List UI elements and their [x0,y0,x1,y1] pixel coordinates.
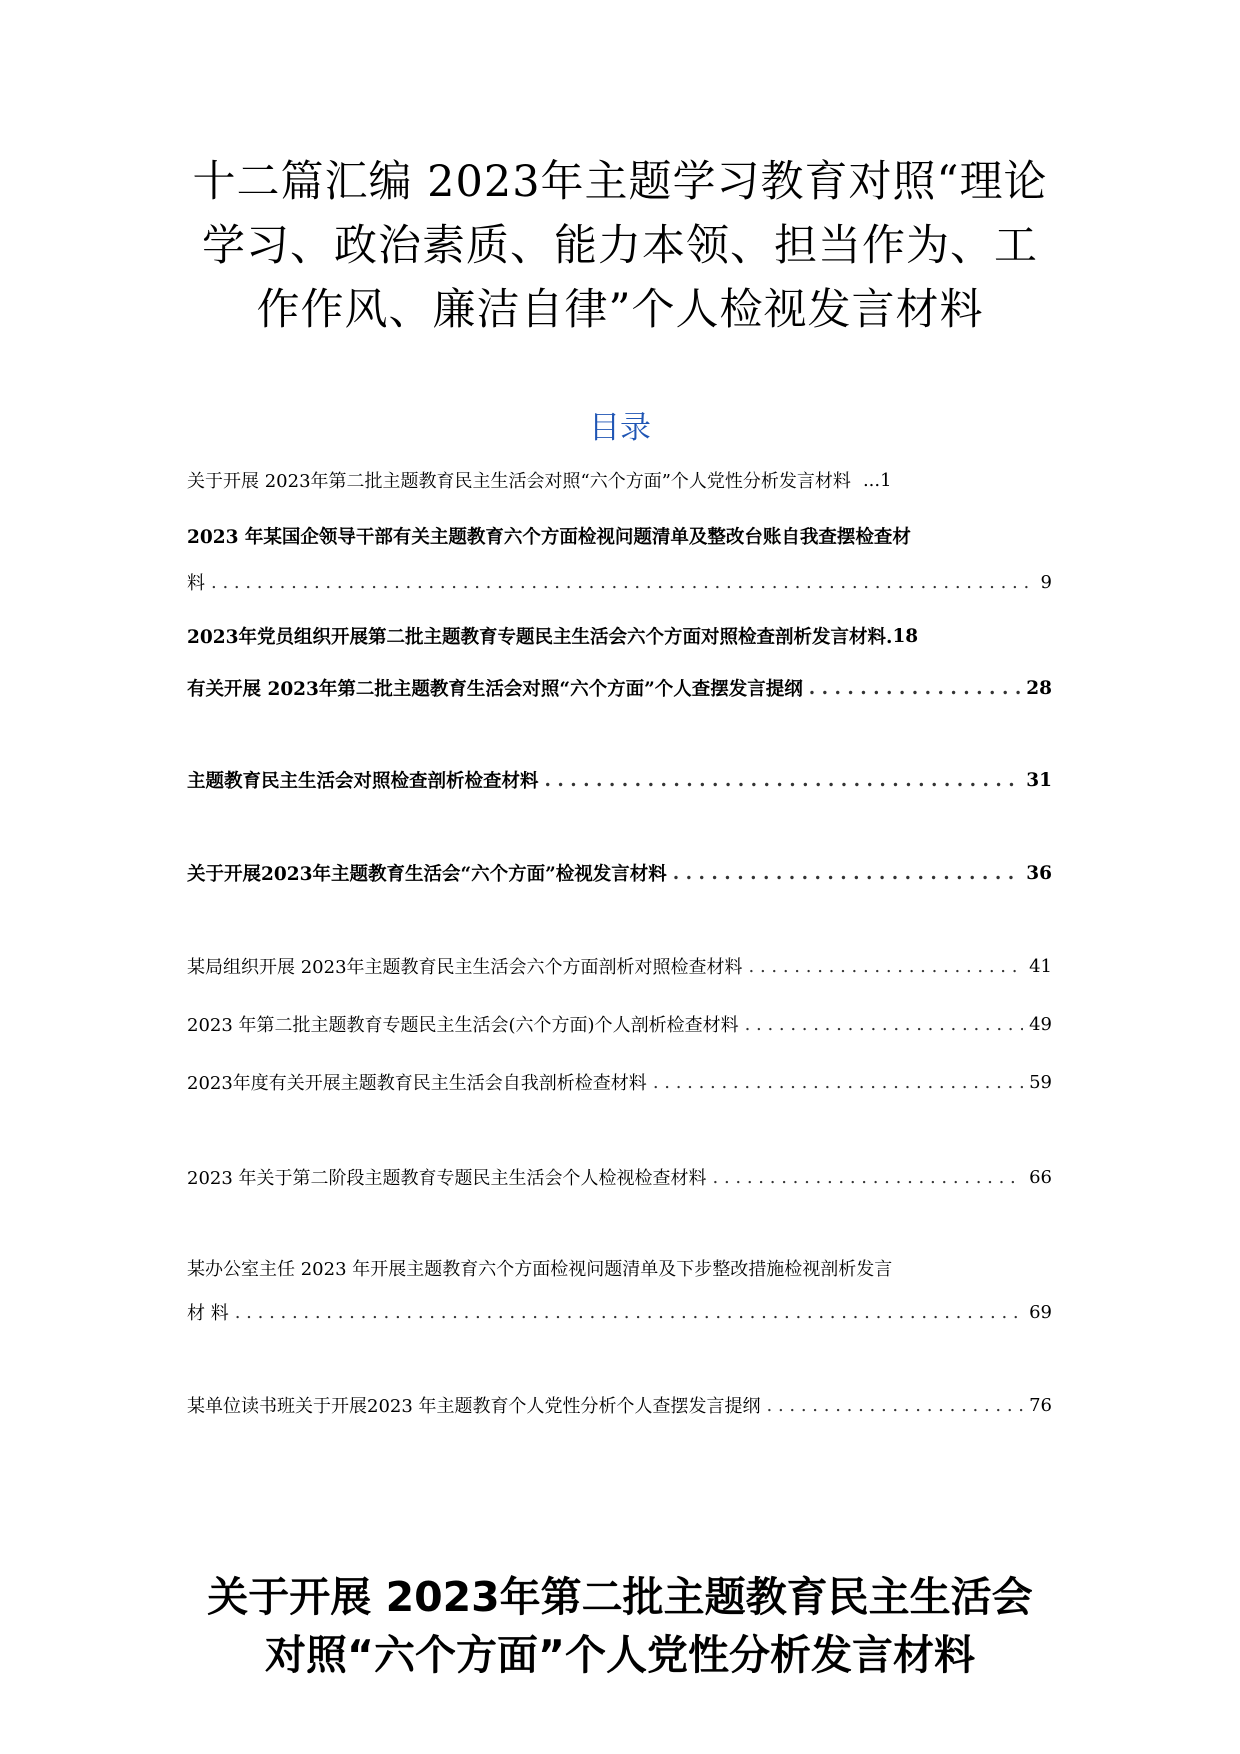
toc-entry[interactable] [187,1253,1052,1283]
toc-leader-dots [713,1167,1024,1188]
article-title-line-1: 关于开展 2023年第二批主题教育民主生活会 [207,1573,1033,1621]
toc-entry[interactable] [187,1162,1052,1192]
toc-entry-page: 36 [1026,862,1052,884]
toc-entry-page: 31 [1026,769,1052,791]
toc-entry[interactable] [187,1067,1052,1097]
toc-entry[interactable] [187,765,1052,795]
toc-entry-title: 某局组织开展 2023年主题教育民主生活会六个方面剖析对照检查材料 [187,957,743,978]
toc-entry-title: 主题教育民主生活会对照检查剖析检查材料 [187,771,539,792]
toc-entry-page: 28 [1026,677,1052,699]
toc-entry-page: 49 [1029,1013,1052,1035]
toc-leader-dots [745,1014,1024,1035]
toc-entry-page: 9 [1040,571,1052,593]
toc-entry[interactable] [187,465,1052,495]
toc-leader-dots [673,863,1020,884]
toc-leader-dots [211,572,1035,593]
toc-entry-page: 66 [1029,1166,1052,1188]
toc-entry-page: 69 [1029,1301,1052,1323]
toc-entry-page: 41 [1029,955,1052,977]
toc-entry[interactable] [187,951,1052,981]
toc-leader-dots [545,770,1021,791]
toc-entry[interactable] [187,1390,1052,1420]
toc-entry-continuation[interactable] [187,1297,1052,1327]
toc-entry-title: 关于开展 2023年第二批主题教育民主生活会对照“六个方面”个人党性分析发言材料 [187,471,851,492]
toc-entry[interactable] [187,1009,1052,1039]
toc-entry[interactable] [187,858,1052,888]
document-title-line-3: 作作风、廉洁自律”个人检视发言材料 [256,285,984,335]
toc-entry-title: 有关开展 2023年第二批主题教育生活会对照“六个方面”个人查摆发言提纲 [187,679,803,700]
toc-entry-page: 59 [1029,1071,1052,1093]
article-title [0,1568,1240,1684]
toc-entry-continuation[interactable] [187,567,1052,597]
toc-entry[interactable] [187,621,1052,651]
toc-entry-page: 76 [1029,1394,1052,1416]
toc-leader-dots [767,1395,1024,1416]
toc-entry-title: 2023 年某国企领导干部有关主题教育六个方面检视问题清单及整改台账自我查摆检查材 [187,527,911,548]
toc-entry-page: ...1 [862,469,892,491]
toc-entry-title-continuation: 料 [187,573,205,594]
toc-entry-title: 关于开展2023年主题教育生活会“六个方面”检视发言材料 [187,864,667,885]
toc-entry-title-continuation: 材 料 [187,1303,229,1324]
toc-entry-title: 某单位读书班关于开展2023 年主题教育个人党性分析个人查摆发言提纲 [187,1396,761,1417]
toc-entry-title: 2023年度有关开展主题教育民主生活会自我剖析检查材料 [187,1073,647,1094]
toc-leader-dots [809,678,1021,699]
toc-entry-title: 2023年党员组织开展第二批主题教育专题民主生活会六个方面对照检查剖析发言材料. [187,627,893,648]
document-title-line-1: 十二篇汇编 2023年主题学习教育对照“理论 [192,157,1048,207]
toc-leader-dots [653,1072,1023,1093]
toc-entry[interactable] [187,521,1052,551]
document-title-line-2: 学习、政治素质、能力本领、担当作为、工 [202,221,1038,271]
toc-entry-page: 18 [892,625,919,647]
document-title [185,150,1055,342]
toc-heading: 目录 [589,410,651,446]
toc-entry-title: 2023 年关于第二阶段主题教育专题民主生活会个人检视检查材料 [187,1168,707,1189]
article-title-line-2: 对照“六个方面”个人党性分析发言材料 [265,1631,975,1679]
toc-leader-dots [235,1302,1023,1323]
toc-entry-title: 2023 年第二批主题教育专题民主生活会(六个方面)个人剖析检查材料 [187,1015,739,1036]
toc-leader-dots [749,956,1024,977]
toc-entry-title: 某办公室主任 2023 年开展主题教育六个方面检视问题清单及下步整改措施检视剖析发言 [187,1259,893,1280]
toc-entry[interactable] [187,673,1052,703]
